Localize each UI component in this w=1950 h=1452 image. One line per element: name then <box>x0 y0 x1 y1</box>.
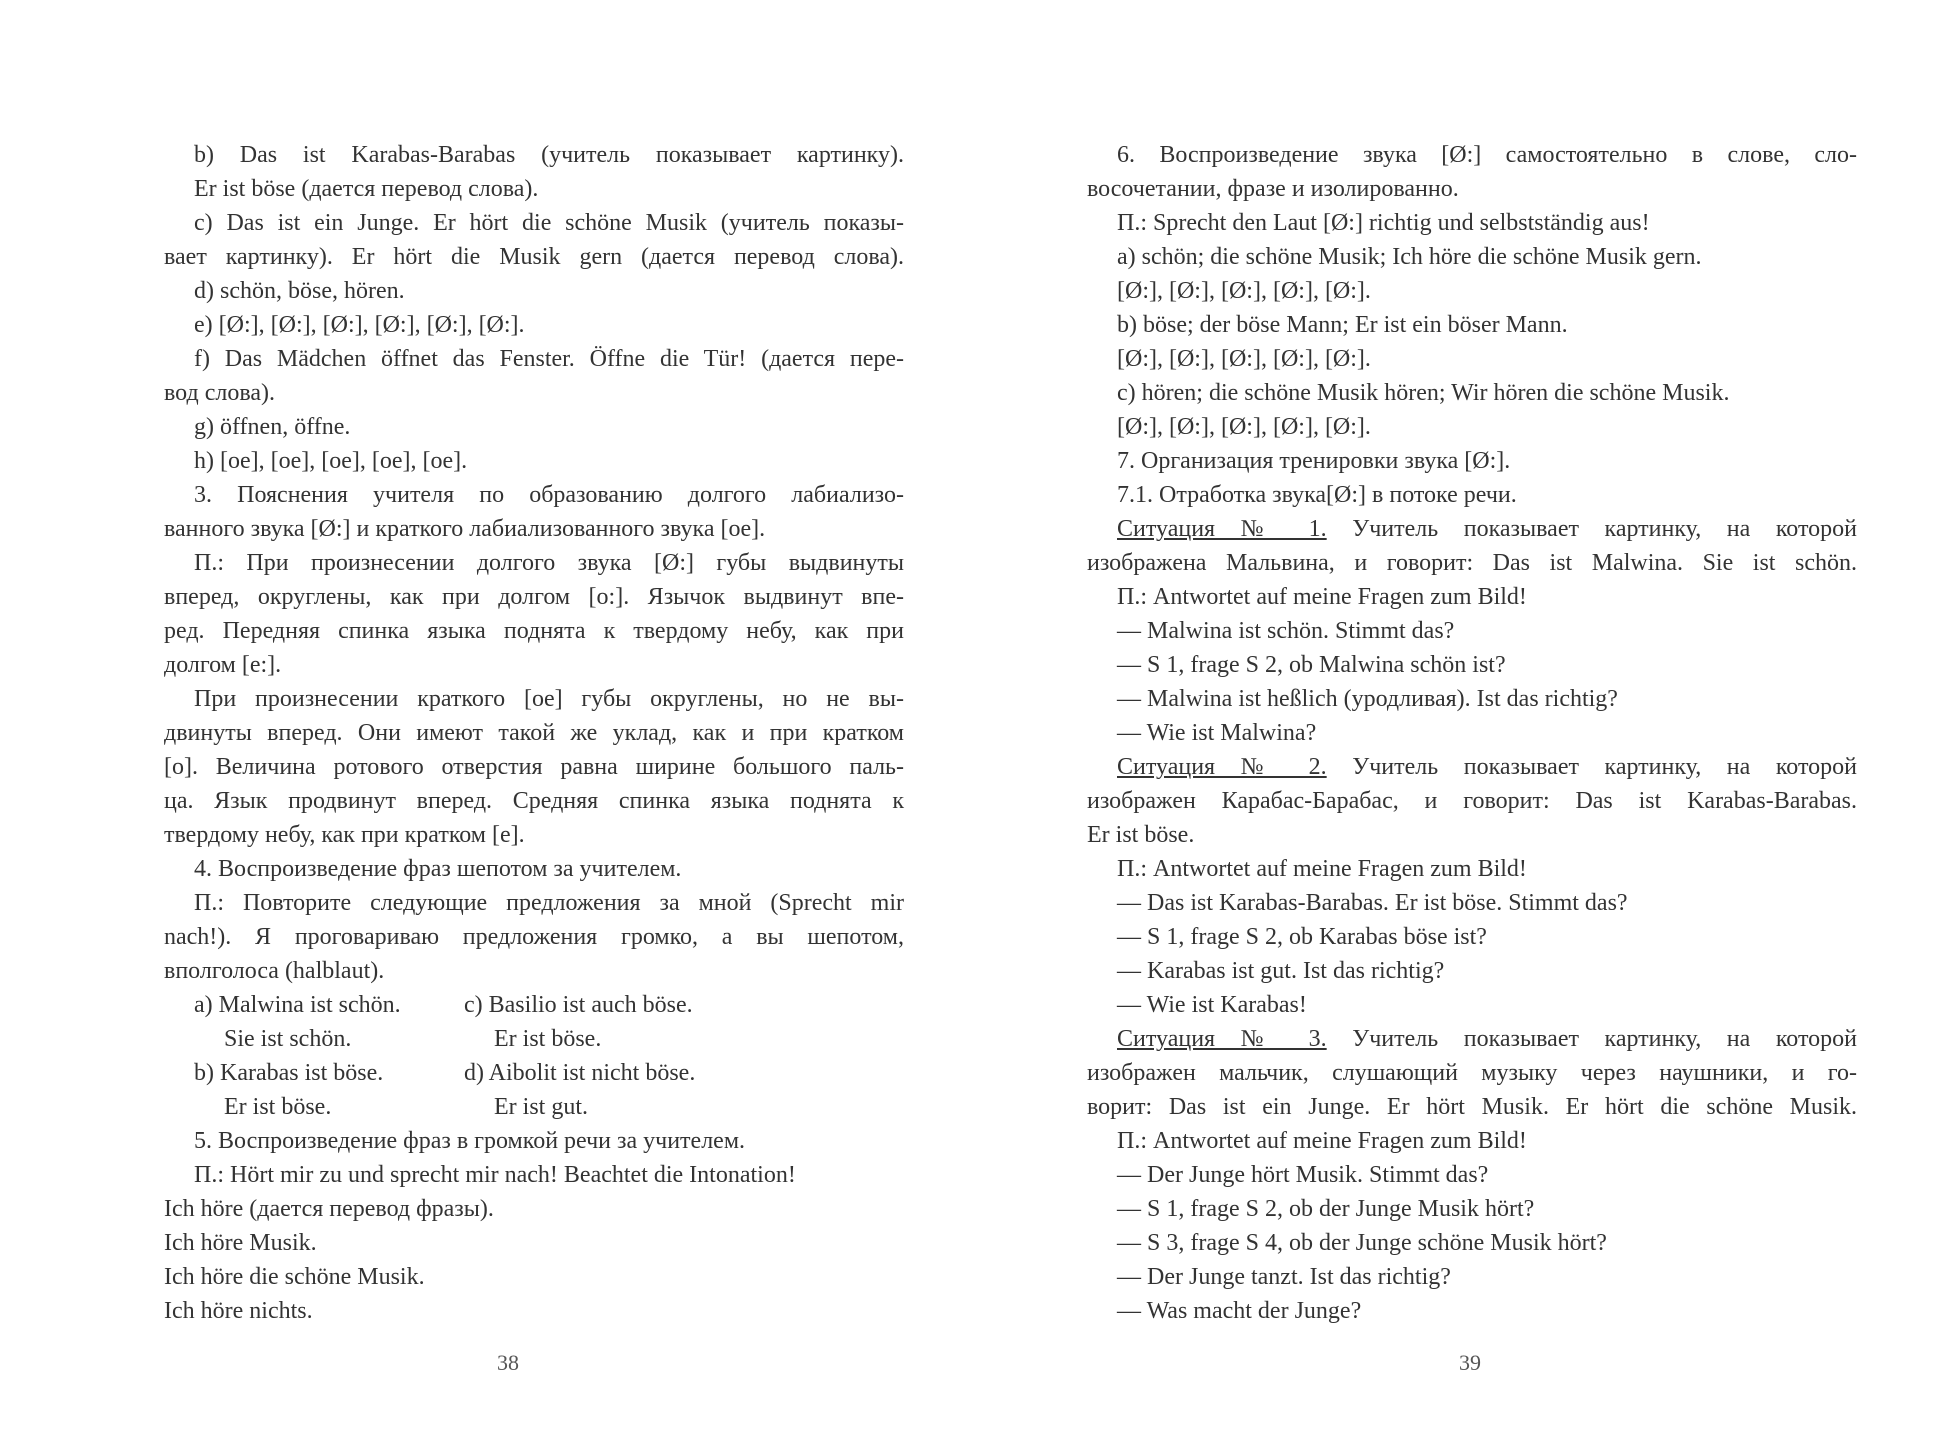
text-line: b) böse; der böse Mann; Er ist ein böser Mann. <box>1117 312 1568 338</box>
left-page <box>164 138 904 1328</box>
situation-heading-2 <box>1087 750 1857 784</box>
text-line: вполголоса (halblaut). <box>164 958 385 984</box>
text-line: Er ist böse. <box>1087 822 1195 848</box>
example-right: c) Basilio ist auch böse. <box>464 992 693 1018</box>
example-right: d) Aibolit ist nicht böse. <box>464 1060 696 1086</box>
text-line: — Das ist Karabas-Barabas. Er ist böse. Stimmt das? <box>1117 890 1628 916</box>
text-line: [о]. Величина ротового отверстия равна ширине большого паль- <box>164 754 904 780</box>
text-line: изображена Мальвина, и говорит: Das ist Malwina. Sie ist schön. <box>1087 550 1857 576</box>
example-left: a) Malwina ist schön. <box>194 992 401 1018</box>
text-line: — Was macht der Junge? <box>1117 1298 1362 1324</box>
example-pair-row <box>164 1090 904 1124</box>
example-right: Er ist gut. <box>494 1094 588 1120</box>
example-pair-row <box>164 988 904 1022</box>
text-line: изображен Карабас-Барабас, и говорит: Das ist Karabas-Barabas. <box>1087 788 1857 814</box>
example-left: Er ist böse. <box>224 1094 332 1120</box>
text-line: ред. Передняя спинка языка поднята к твердому небу, как при <box>164 618 904 644</box>
text-line: — S 3, frage S 4, ob der Junge schöne Musik hört? <box>1117 1230 1607 1256</box>
text-line: вает картинку). Er hört die Musik gern (дается перевод слова). <box>164 244 904 270</box>
text-line: ванного звука [Ø:] и краткого лабиализованного звука [oe]. <box>164 516 766 542</box>
situation-label: Ситуация № 3. <box>1117 1026 1327 1052</box>
text-line: изображен мальчик, слушающий музыку через наушники, и го- <box>1087 1060 1857 1086</box>
text-line: c) Das ist ein Junge. Er hört die schöne Musik (учитель показы- <box>194 210 904 236</box>
text-line: 4. Воспроизведение фраз шепотом за учителем. <box>194 856 682 882</box>
text-line: П.: Sprecht den Laut [Ø:] richtig und selbstständig aus! <box>1117 210 1650 236</box>
situation-label: Ситуация № 1. <box>1117 516 1327 542</box>
text-line: Er ist böse (дается перевод слова). <box>194 176 539 202</box>
text-line: — Wie ist Malwina? <box>1117 720 1317 746</box>
text-line: c) hören; die schöne Musik hören; Wir hören die schöne Musik. <box>1117 380 1730 406</box>
text-line: 7. Организация тренировки звука [Ø:]. <box>1117 448 1511 474</box>
text-line: П.: Hört mir zu und sprecht mir nach! Beachtet die Intonation! <box>194 1162 796 1188</box>
text-line: П.: При произнесении долгого звука [Ø:] губы выдвинуты <box>194 550 904 576</box>
text-line: — Wie ist Karabas! <box>1117 992 1307 1018</box>
situation-text: Учитель показывает картинку, на которой <box>1326 516 1858 542</box>
right-page <box>1087 138 1857 1328</box>
text-line: e) [Ø:], [Ø:], [Ø:], [Ø:], [Ø:], [Ø:]. <box>194 312 525 338</box>
text-line: [Ø:], [Ø:], [Ø:], [Ø:], [Ø:]. <box>1117 346 1371 372</box>
text-line: П.: Повторите следующие предложения за мной (Sprecht mir <box>194 890 904 916</box>
text-line: П.: Antwortet auf meine Fragen zum Bild! <box>1117 1128 1527 1154</box>
situation-text: Учитель показывает картинку, на которой <box>1326 1026 1858 1052</box>
text-line: a) schön; die schöne Musik; Ich höre die schöne Musik gern. <box>1117 244 1702 270</box>
text-line: — S 1, frage S 2, ob Karabas böse ist? <box>1117 924 1487 950</box>
situation-text: Учитель показывает картинку, на которой <box>1326 754 1858 780</box>
example-pair-row <box>164 1056 904 1090</box>
example-left: b) Karabas ist böse. <box>194 1060 384 1086</box>
text-line: — S 1, frage S 2, ob der Junge Musik hört? <box>1117 1196 1535 1222</box>
example-left: Sie ist schön. <box>224 1026 352 1052</box>
text-line: 5. Воспроизведение фраз в громкой речи за учителем. <box>194 1128 746 1154</box>
text-line: П.: Antwortet auf meine Fragen zum Bild! <box>1117 584 1527 610</box>
text-line: [Ø:], [Ø:], [Ø:], [Ø:], [Ø:]. <box>1117 414 1371 440</box>
text-line: вод слова). <box>164 380 275 406</box>
text-line: h) [oe], [oe], [oe], [oe], [oe]. <box>194 448 468 474</box>
example-pair-row <box>164 1022 904 1056</box>
text-line: 7.1. Отработка звука[Ø:] в потоке речи. <box>1117 482 1517 508</box>
text-line: Ich höre nichts. <box>164 1298 313 1324</box>
page-number-right: 39 <box>1459 1350 1481 1375</box>
text-line: f) Das Mädchen öffnet das Fenster. Öffne die Tür! (дается пере- <box>194 346 904 372</box>
text-line: g) öffnen, öffne. <box>194 414 351 440</box>
text-line: П.: Antwortet auf meine Fragen zum Bild! <box>1117 856 1527 882</box>
text-line: nach!). Я проговариваю предложения громко, а вы шепотом, <box>164 924 904 950</box>
text-line: 3. Пояснения учителя по образованию долгого лабиализо- <box>194 482 904 508</box>
situation-heading-3 <box>1087 1022 1857 1056</box>
text-line: вперед, округлены, как при долгом [о:]. Язычок выдвинут впе- <box>164 584 904 610</box>
text-line: ца. Язык продвинут вперед. Средняя спинка языка поднята к <box>164 788 904 814</box>
text-line: Ich höre die schöne Musik. <box>164 1264 425 1290</box>
text-line: 6. Воспроизведение звука [Ø:] самостоятельно в слове, сло- <box>1117 142 1857 168</box>
situation-label: Ситуация № 2. <box>1117 754 1327 780</box>
text-line: Ich höre (дается перевод фразы). <box>164 1196 494 1222</box>
text-line: — S 1, frage S 2, ob Malwina schön ist? <box>1117 652 1506 678</box>
text-line: — Malwina ist heßlich (уродливая). Ist das richtig? <box>1117 686 1618 712</box>
example-right: Er ist böse. <box>494 1026 602 1052</box>
text-line: восочетании, фразе и изолированно. <box>1087 176 1459 202</box>
page-number-left: 38 <box>497 1350 519 1375</box>
text-line: двинуты вперед. Они имеют такой же уклад, как и при кратком <box>164 720 904 746</box>
text-line: — Der Junge hört Musik. Stimmt das? <box>1117 1162 1489 1188</box>
text-line: ворит: Das ist ein Junge. Er hört Musik. Er hört die schöne Musik. <box>1087 1094 1857 1120</box>
text-line: b) Das ist Karabas-Barabas (учитель показывает картинку). <box>194 142 904 168</box>
text-line: [Ø:], [Ø:], [Ø:], [Ø:], [Ø:]. <box>1117 278 1371 304</box>
text-line: d) schön, böse, hören. <box>194 278 405 304</box>
text-line: При произнесении краткого [oe] губы округлены, но не вы- <box>194 686 904 712</box>
text-line: — Der Junge tanzt. Ist das richtig? <box>1117 1264 1451 1290</box>
text-line: Ich höre Musik. <box>164 1230 317 1256</box>
situation-heading-1 <box>1087 512 1857 546</box>
text-line: — Malwina ist schön. Stimmt das? <box>1117 618 1455 644</box>
text-line: твердому небу, как при кратком [е]. <box>164 822 525 848</box>
text-line: долгом [е:]. <box>164 652 282 678</box>
text-line: — Karabas ist gut. Ist das richtig? <box>1117 958 1445 984</box>
